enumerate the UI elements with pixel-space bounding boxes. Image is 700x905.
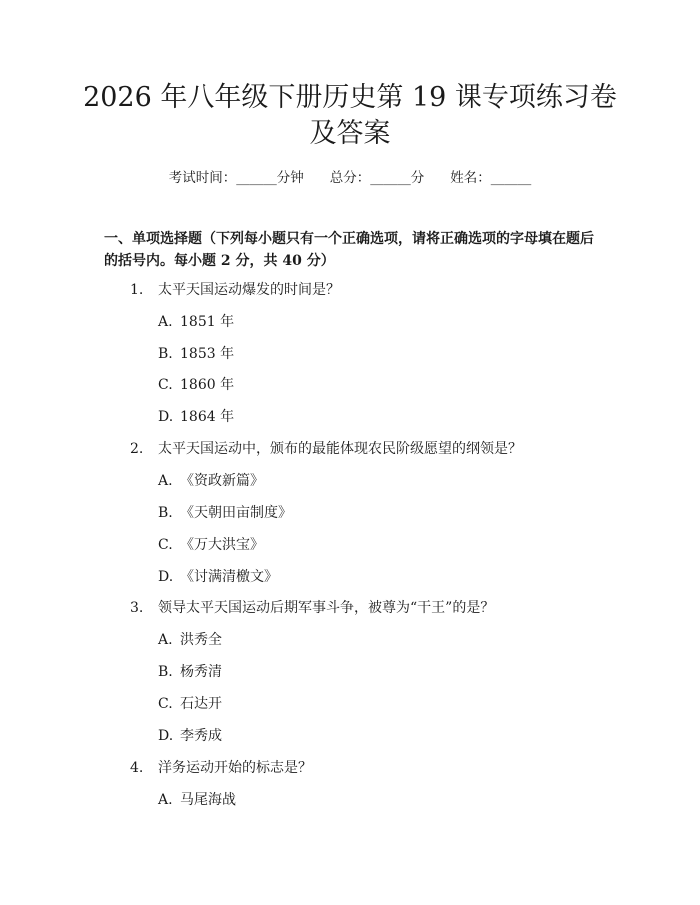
question-3-option-a — [158, 630, 598, 650]
question-4 — [130, 758, 610, 778]
score-unit: 分 — [410, 170, 425, 186]
time-unit: 分钟 — [276, 170, 304, 186]
question-number: 2. — [130, 441, 144, 457]
option-text: 《资政新篇》 — [180, 473, 264, 489]
question-text: 洋务运动开始的标志是？ — [158, 760, 312, 776]
question-1-option-d — [158, 407, 598, 427]
option-text: 《万大洪宝》 — [180, 537, 264, 553]
question-text: 太平天国运动中，颁布的最能体现农民阶级愿望的纲领是？ — [158, 441, 522, 457]
score-label: 总分： — [329, 170, 371, 186]
question-number: 4. — [130, 760, 144, 776]
name-blank: ______ — [490, 170, 532, 186]
question-2-option-b — [158, 503, 598, 523]
question-4-option-a — [158, 790, 598, 810]
section-heading — [104, 228, 604, 272]
option-letter: B. — [158, 346, 173, 362]
option-letter: A. — [158, 792, 173, 808]
option-text: 《讨满清檄文》 — [180, 569, 278, 585]
page-title — [60, 80, 640, 152]
question-1-option-a — [158, 312, 598, 332]
option-text: 1853 年 — [180, 346, 235, 362]
option-text: 1860 年 — [180, 377, 235, 393]
option-text: 李秀成 — [180, 728, 222, 744]
question-1-option-c — [158, 375, 598, 395]
time-blank: ______ — [236, 170, 277, 186]
option-letter: C. — [158, 377, 173, 393]
option-letter: B. — [158, 505, 173, 521]
question-text: 领导太平天国运动后期军事斗争，被尊为“干王”的是？ — [158, 600, 495, 616]
option-text: 1851 年 — [180, 314, 235, 330]
option-text: 石达开 — [180, 696, 222, 712]
option-text: 《天朝田亩制度》 — [180, 505, 292, 521]
question-3 — [130, 598, 610, 618]
option-text: 马尾海战 — [180, 792, 236, 808]
question-number: 3. — [130, 600, 144, 616]
question-2-option-d — [158, 567, 598, 587]
question-text: 太平天国运动爆发的时间是？ — [158, 282, 340, 298]
score-blank: ______ — [370, 170, 411, 186]
time-label: 考试时间： — [168, 170, 237, 186]
option-letter: A. — [158, 314, 173, 330]
option-letter: A. — [158, 473, 173, 489]
title-line-1: 2026 年八年级下册历史第 19 课专项练习卷 — [83, 82, 617, 113]
option-text: 1864 年 — [180, 409, 235, 425]
section-heading-line-2: 的括号内。每小题 2 分，共 40 分） — [104, 253, 335, 269]
option-letter: C. — [158, 696, 173, 712]
question-3-option-c — [158, 694, 598, 714]
title-line-2: 及答案 — [309, 118, 391, 149]
option-letter: A. — [158, 632, 173, 648]
exam-info-line — [0, 168, 700, 188]
option-letter: B. — [158, 664, 173, 680]
question-number: 1. — [130, 282, 144, 298]
option-letter: D. — [158, 409, 174, 425]
question-2-option-c — [158, 535, 598, 555]
question-1 — [130, 280, 610, 300]
option-text: 洪秀全 — [180, 632, 222, 648]
question-1-option-b — [158, 344, 598, 364]
question-3-option-b — [158, 662, 598, 682]
option-letter: D. — [158, 728, 174, 744]
section-heading-line-1: 一、单项选择题（下列每小题只有一个正确选项，请将正确选项的字母填在题后 — [104, 231, 594, 247]
option-letter: C. — [158, 537, 173, 553]
option-letter: D. — [158, 569, 174, 585]
option-text: 杨秀清 — [180, 664, 222, 680]
name-label: 姓名： — [450, 170, 491, 186]
question-2 — [130, 439, 610, 459]
question-2-option-a — [158, 471, 598, 491]
question-3-option-d — [158, 726, 598, 746]
